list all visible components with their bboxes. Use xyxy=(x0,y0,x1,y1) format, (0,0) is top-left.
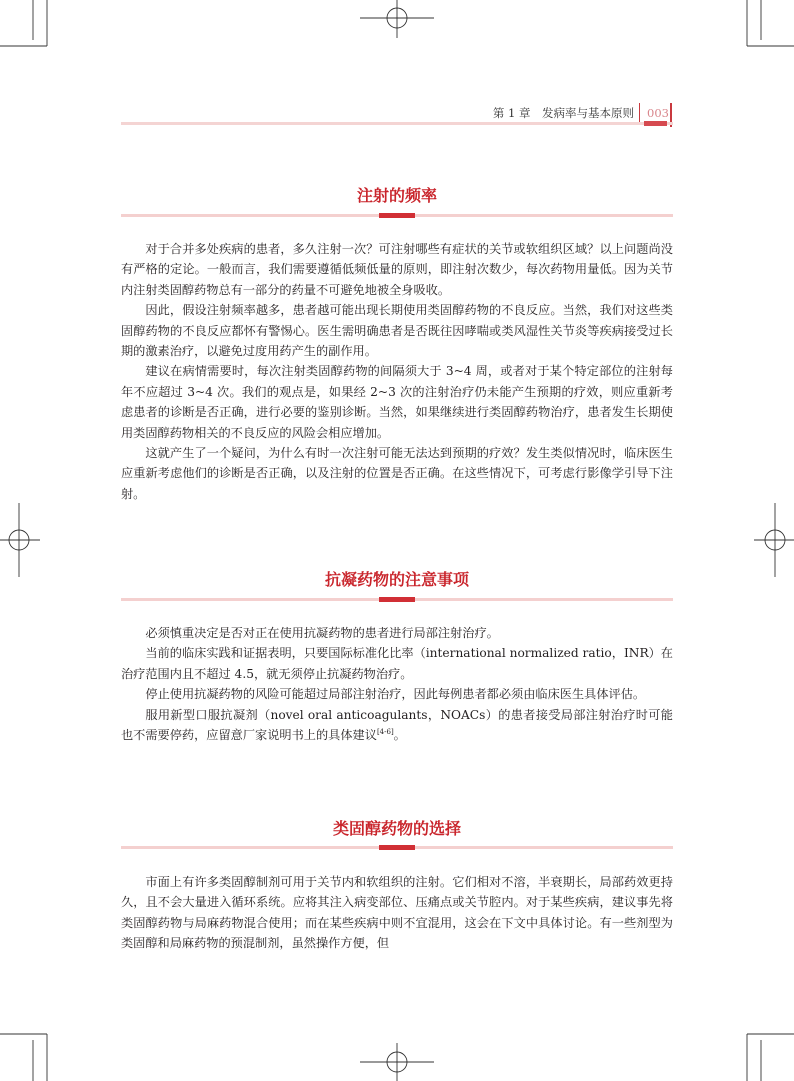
section-body-steroid-choice xyxy=(121,872,673,954)
paragraph-text: 服用新型口服抗凝剂（novel oral anticoagulants，NOACs）的患者接受局部注射治疗时可能也不需要停药，应留意厂家说明书上的具体建议 xyxy=(121,707,673,743)
paragraph-with-citation xyxy=(121,705,673,746)
section-title-anticoagulants: 抗凝药物的注意事项 xyxy=(324,570,469,589)
paragraph: 必须慎重决定是否对正在使用抗凝药物的患者进行局部注射治疗。 xyxy=(145,626,499,640)
paragraph: 对于合并多处疾病的患者，多久注射一次？可注射哪些有症状的关节或软组织区域？以上问题尚没有严格的定论。一般而言，我们需要遵循低频低量的原则，即注射次数少，每次药物用量低。因为关节内注射类固醇药物总有一部分的药量不可避免地被全身吸收。 xyxy=(121,242,673,297)
paragraph: 建议在病情需要时，每次注射类固醇药物的间隔须大于 3~4 周，或者对于某个特定部位的注射每年不应超过 3~4 次。我们的观点是，如果经 2~3 次的注射治疗仍未能产生预期的疗效，则应重新考虑患者的诊断是否正确，进行必要的鉴别诊断。当然，如果继续进行类固醇药物治疗，患者发生长期使用类固醇药物相关的不良反应的风险会相应增加。 xyxy=(121,364,673,440)
paragraph: 当前的临床实践和证据表明，只要国际标准化比率（international normalized ratio，INR）在治疗范围内且不超过 4.5，就无须停止抗凝药物治疗。 xyxy=(121,646,673,681)
header-rule-accent xyxy=(644,121,667,126)
page-number-divider xyxy=(639,103,640,122)
paragraph: 这就产生了一个疑问，为什么有时一次注射可能无法达到预期的疗效？发生类似情况时，临床医生应重新考虑他们的诊断是否正确，以及注射的位置是否正确。在这些情况下，可考虑行影像学引导下注射。 xyxy=(121,446,673,501)
paragraph: 市面上有许多类固醇制剂可用于关节内和软组织的注射。它们相对不溶，半衰期长，局部药效更持久，且不会大量进入循环系统。应将其注入病变部位、压痛点或关节腔内。对于某些疾病，建议事先将类固醇药物与局麻药物混合使用；而在某些疾病中则不宜混用，这会在下文中具体讨论。有一些剂型为类固醇和局麻药物的预混制剂，虽然操作方便，但 xyxy=(121,875,673,951)
section-rule-accent xyxy=(379,597,415,602)
paragraph: 停止使用抗凝药物的风险可能超过局部注射治疗，因此每例患者都必须由临床医生具体评估。 xyxy=(145,687,646,702)
header-rule xyxy=(121,122,673,125)
section-title-steroid-choice: 类固醇药物的选择 xyxy=(332,819,461,838)
page-number: 003 xyxy=(647,106,669,120)
section-rule-accent xyxy=(379,213,415,218)
paragraph-end: 。 xyxy=(393,728,406,743)
section-title-injection-frequency: 注射的频率 xyxy=(356,186,437,205)
section-rule-accent xyxy=(379,845,415,850)
paragraph: 因此，假设注射频率越多，患者越可能出现长期使用类固醇药物的不良反应。当然，我们对这些类固醇药物的不良反应都怀有警惕心。医生需明确患者是否既往因哮喘或类风湿性关节炎等疾病接受过长期的激素治疗，以避免过度用药产生的副作用。 xyxy=(121,303,673,359)
section-body-injection-frequency xyxy=(121,239,673,504)
citation: [4-6] xyxy=(376,727,394,736)
chapter-title: 第 1 章 发病率与基本原则 xyxy=(492,106,635,120)
section-body-anticoagulants xyxy=(121,623,673,745)
